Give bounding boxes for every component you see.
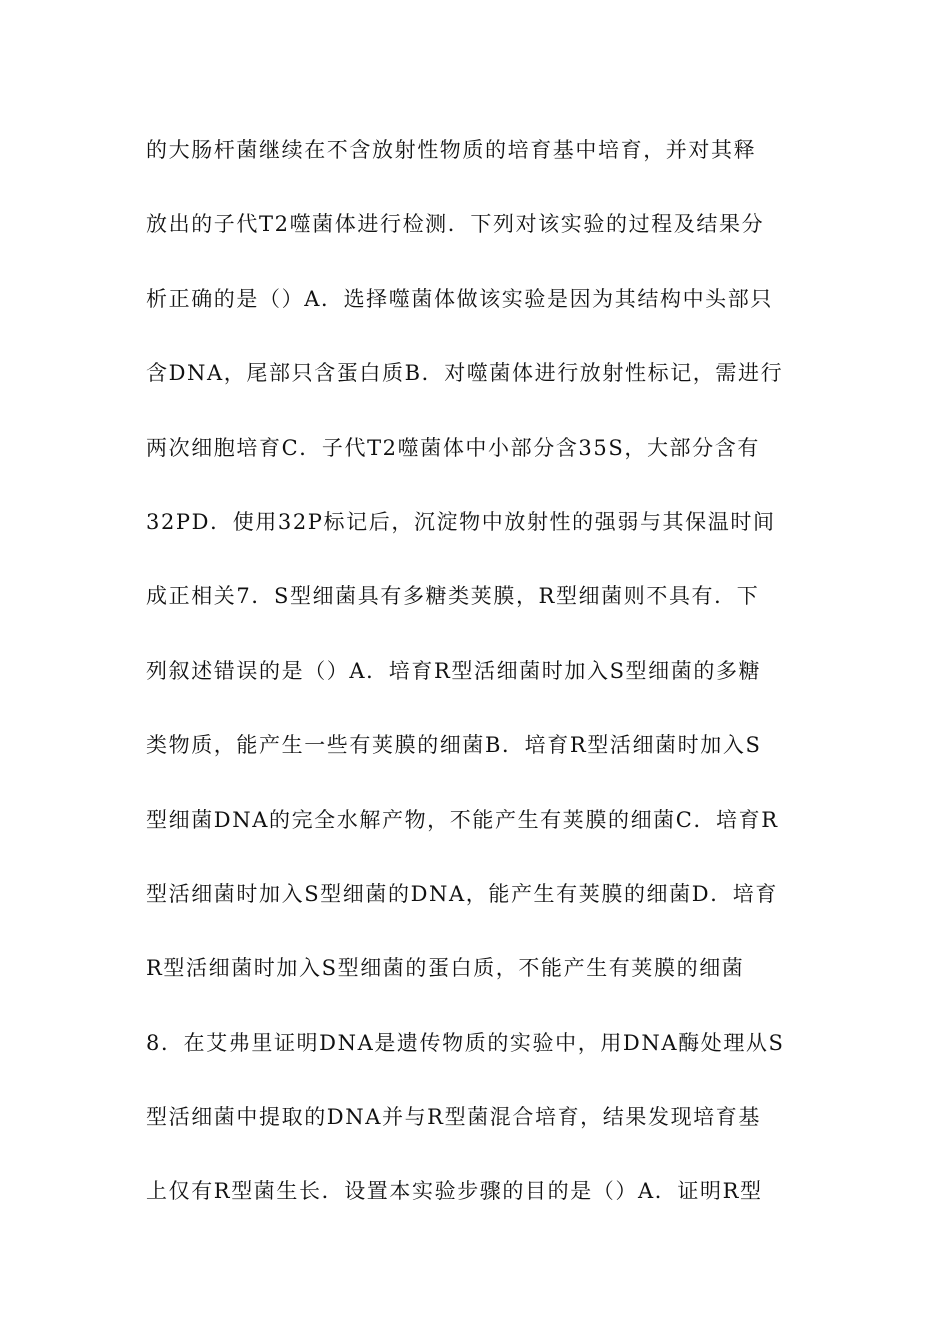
text-line: 型活细菌中提取的DNA并与R型菌混合培育，结果发现培育基 — [146, 1105, 761, 1130]
text-line: R型活细菌时加入S型细菌的蛋白质，不能产生有荚膜的细菌 — [146, 956, 745, 981]
text-line: 型活细菌时加入S型细菌的DNA，能产生有荚膜的细菌D．培育 — [146, 881, 778, 906]
text-line: 8．在艾弗里证明DNA是遗传物质的实验中，用DNA酶处理从S — [146, 1030, 785, 1055]
text-line: 类物质，能产生一些有荚膜的细菌B．培育R型活细菌时加入S — [146, 733, 762, 758]
text-line: 的大肠杆菌继续在不含放射性物质的培育基中培育，并对其释 — [146, 138, 757, 162]
text-line: 32PD．使用32P标记后，沉淀物中放射性的强弱与其保温时间 — [146, 509, 776, 534]
text-line: 成正相关7．S型细菌具有多糖类荚膜，R型细菌则不具有．下 — [146, 584, 760, 609]
text-line: 两次细胞培育C．子代T2噬菌体中小部分含35S，大部分含有 — [146, 435, 760, 460]
text-line: 放出的子代T2噬菌体进行检测．下列对该实验的过程及结果分 — [146, 212, 765, 237]
text-line: 型细菌DNA的完全水解产物，不能产生有荚膜的细菌C．培育R — [146, 807, 779, 832]
text-line: 含DNA，尾部只含蛋白质B．对噬菌体进行放射性标记，需进行 — [146, 361, 784, 386]
text-line: 上仅有R型菌生长．设置本实验步骤的目的是（）A．证明R型 — [146, 1179, 763, 1204]
text-line: 列叙述错误的是（）A．培育R型活细菌时加入S型细菌的多糖 — [146, 658, 762, 683]
body-text — [146, 128, 806, 1244]
text-line: 析正确的是（）A．选择噬菌体做该实验是因为其结构中头部只 — [146, 286, 773, 311]
